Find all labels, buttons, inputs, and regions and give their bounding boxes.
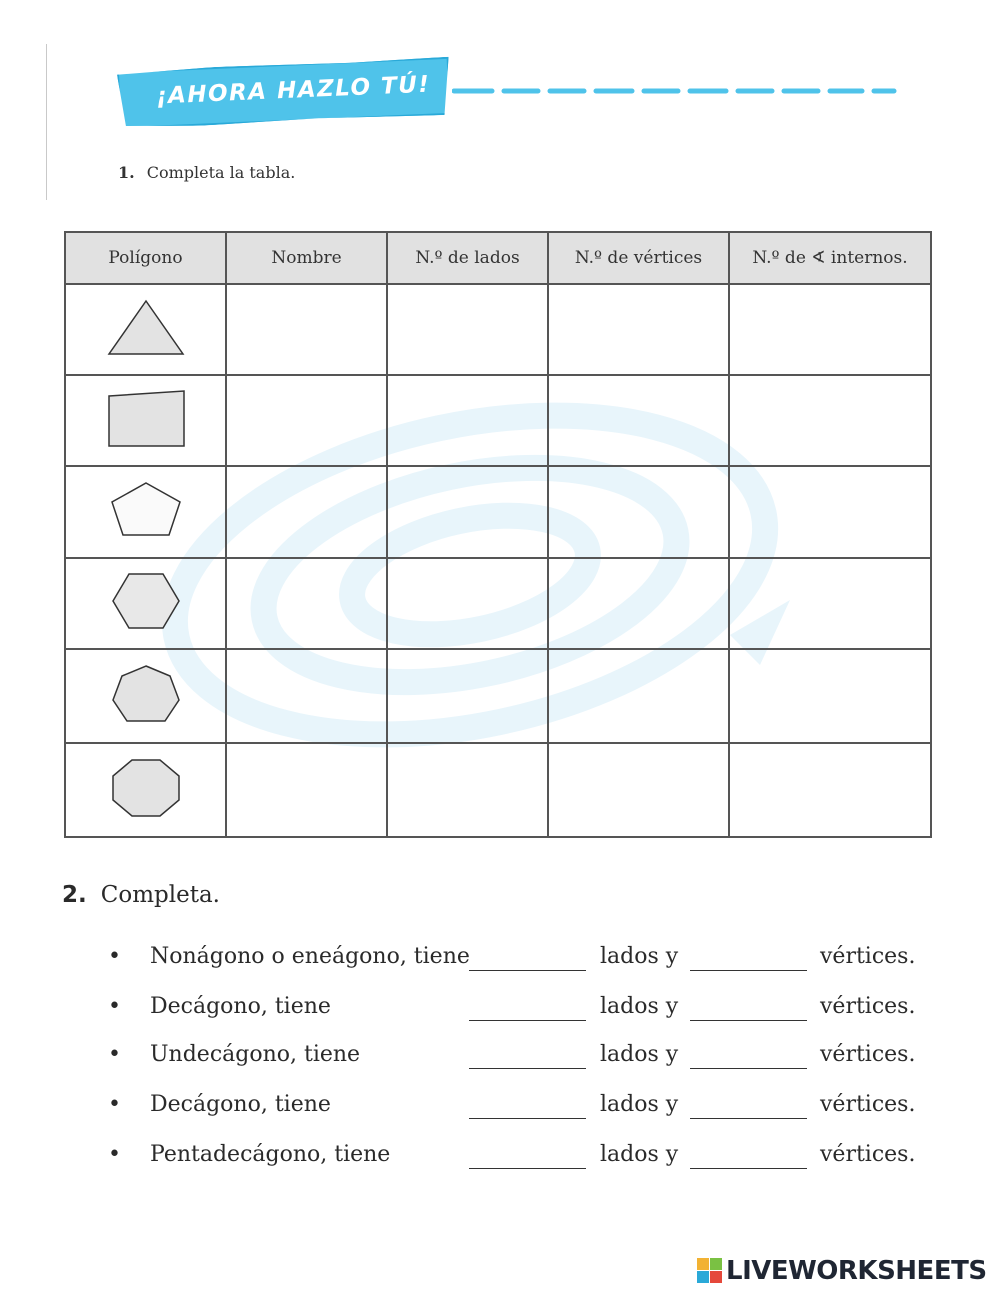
item-label: Undecágono, tiene	[150, 1042, 361, 1067]
quadrilateral-icon	[106, 389, 186, 449]
vertices-text: vértices.	[820, 1042, 916, 1067]
header-angulos: N.º de ∢ internos.	[729, 232, 931, 284]
vertices-blank[interactable]	[690, 1118, 807, 1119]
vertices-cell[interactable]	[548, 375, 729, 466]
lados-cell[interactable]	[387, 375, 548, 466]
shape-cell	[65, 466, 226, 557]
sides-blank[interactable]	[469, 970, 586, 971]
list-item	[108, 992, 928, 1028]
vertices-cell[interactable]	[548, 743, 729, 837]
list-item	[108, 942, 928, 978]
lados-cell[interactable]	[387, 466, 548, 557]
angulos-cell[interactable]	[729, 743, 931, 837]
question-1	[118, 163, 295, 182]
bullet: •	[108, 1092, 121, 1117]
angulos-cell[interactable]	[729, 649, 931, 743]
table-row	[65, 558, 931, 649]
item-label: Decágono, tiene	[150, 994, 331, 1019]
lados-cell[interactable]	[387, 284, 548, 375]
nombre-cell[interactable]	[226, 375, 387, 466]
vertices-blank[interactable]	[690, 1168, 807, 1169]
banner-dash-line	[452, 86, 897, 96]
item-label: Pentadecágono, tiene	[150, 1142, 391, 1167]
vertices-cell[interactable]	[548, 649, 729, 743]
shape-cell	[65, 649, 226, 743]
question-2-prompt: Completa.	[100, 882, 220, 908]
item-label: Nonágono o eneágono, tiene	[150, 944, 470, 969]
nombre-cell[interactable]	[226, 743, 387, 837]
section-banner	[117, 57, 451, 129]
octagon-icon	[110, 757, 182, 819]
vertices-text: vértices.	[820, 994, 916, 1019]
sides-text: lados y	[600, 994, 679, 1019]
vertices-text: vértices.	[820, 944, 916, 969]
sides-text: lados y	[600, 944, 679, 969]
triangle-icon	[106, 298, 186, 358]
table-header-row	[65, 232, 931, 284]
question-2-number: 2.	[62, 882, 87, 908]
angulos-cell[interactable]	[729, 375, 931, 466]
list-item	[108, 1090, 928, 1126]
question-1-prompt: Completa la tabla.	[146, 163, 296, 182]
lados-cell[interactable]	[387, 558, 548, 649]
vertices-text: vértices.	[820, 1092, 916, 1117]
logo-text: LIVEWORKSHEETS	[726, 1256, 987, 1286]
table-row	[65, 466, 931, 557]
nombre-cell[interactable]	[226, 466, 387, 557]
sides-blank[interactable]	[469, 1168, 586, 1169]
lados-cell[interactable]	[387, 649, 548, 743]
angulos-cell[interactable]	[729, 284, 931, 375]
item-label: Decágono, tiene	[150, 1092, 331, 1117]
vertices-cell[interactable]	[548, 466, 729, 557]
vertices-blank[interactable]	[690, 970, 807, 971]
liveworksheets-logo	[697, 1256, 987, 1286]
question-2	[62, 882, 220, 908]
banner-title: ¡AHORA HAZLO TÚ!	[155, 71, 431, 110]
header-vertices: N.º de vértices	[548, 232, 729, 284]
list-item	[108, 1040, 928, 1076]
vertices-cell[interactable]	[548, 284, 729, 375]
vertices-blank[interactable]	[690, 1020, 807, 1021]
liveworksheets-logo-icon	[697, 1258, 723, 1284]
table-row	[65, 284, 931, 375]
vertices-blank[interactable]	[690, 1068, 807, 1069]
table-row	[65, 649, 931, 743]
vertices-cell[interactable]	[548, 558, 729, 649]
heptagon-icon	[110, 663, 182, 725]
bullet: •	[108, 994, 121, 1019]
header-poligono: Polígono	[65, 232, 226, 284]
shape-cell	[65, 558, 226, 649]
list-item	[108, 1140, 928, 1176]
bullet: •	[108, 1142, 121, 1167]
header-lados: N.º de lados	[387, 232, 548, 284]
sides-blank[interactable]	[469, 1068, 586, 1069]
sides-text: lados y	[600, 1092, 679, 1117]
header-nombre: Nombre	[226, 232, 387, 284]
page-margin-line	[46, 44, 47, 200]
hexagon-icon	[110, 571, 182, 631]
sides-blank[interactable]	[469, 1118, 586, 1119]
nombre-cell[interactable]	[226, 649, 387, 743]
lados-cell[interactable]	[387, 743, 548, 837]
angulos-cell[interactable]	[729, 466, 931, 557]
shape-cell	[65, 375, 226, 466]
shape-cell	[65, 743, 226, 837]
shape-cell	[65, 284, 226, 375]
sides-text: lados y	[600, 1042, 679, 1067]
pentagon-icon	[109, 480, 183, 540]
bullet: •	[108, 1042, 121, 1067]
nombre-cell[interactable]	[226, 284, 387, 375]
question-1-number: 1.	[118, 163, 135, 182]
table-row	[65, 375, 931, 466]
nombre-cell[interactable]	[226, 558, 387, 649]
polygon-table	[64, 231, 932, 838]
table-row	[65, 743, 931, 837]
sides-blank[interactable]	[469, 1020, 586, 1021]
bullet: •	[108, 944, 121, 969]
angulos-cell[interactable]	[729, 558, 931, 649]
sides-text: lados y	[600, 1142, 679, 1167]
vertices-text: vértices.	[820, 1142, 916, 1167]
